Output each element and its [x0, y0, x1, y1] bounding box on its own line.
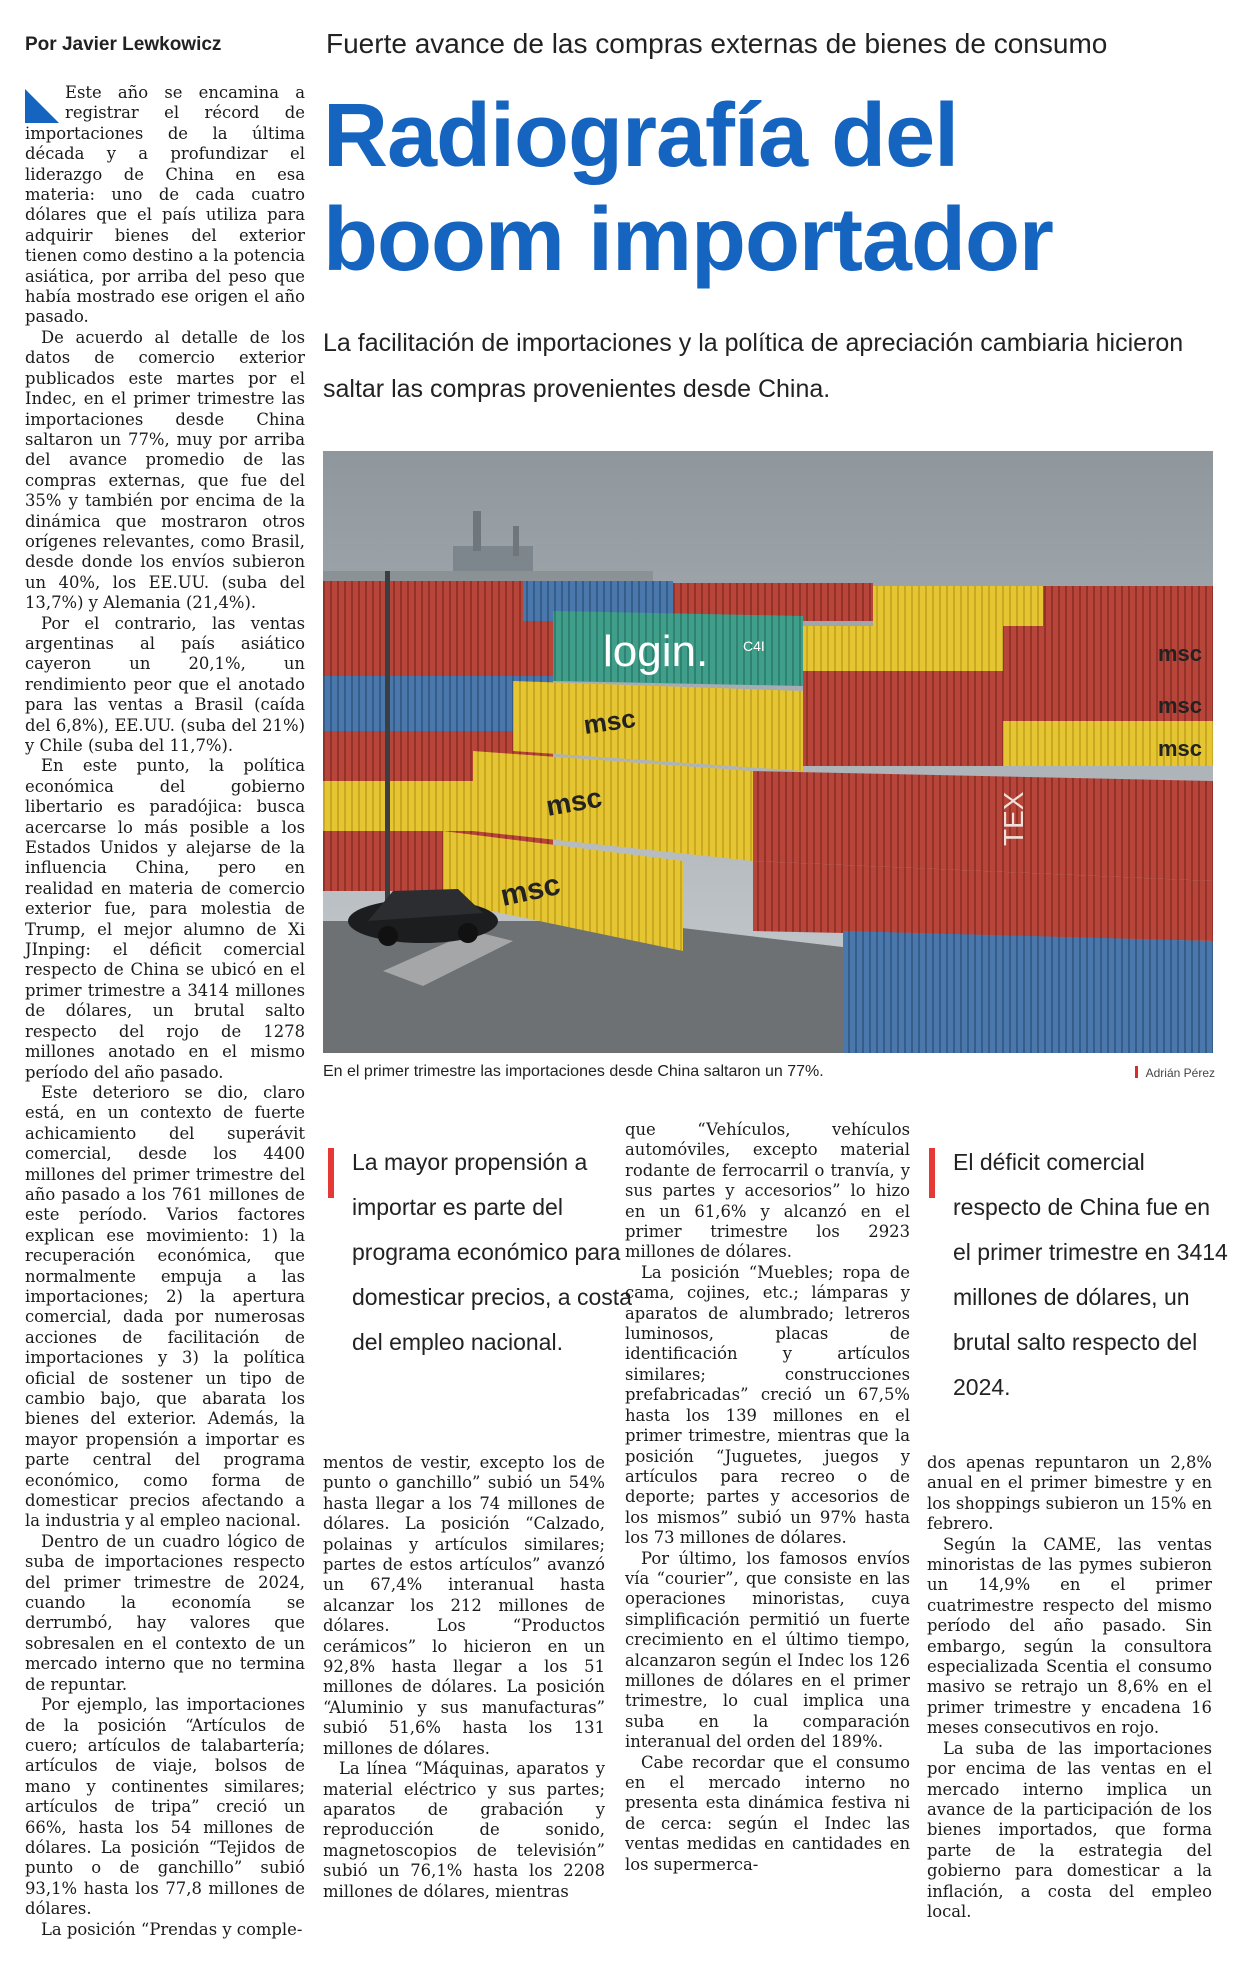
paragraph: La línea “Máquinas, aparatos y material eléctrico y sus partes; aparatos de grabación y reproducción de sonido, magnetoscopios de televisión” subió un 76,1% hasta los 2208 millones de dólares, mientras — [323, 1759, 605, 1901]
pullquote-bar-icon — [328, 1148, 334, 1198]
msc-brand: msc — [1158, 736, 1203, 761]
headline-line-2: boom importador — [323, 190, 1053, 290]
paragraph: La posición “Muebles; ropa de cama, cojines, etc.; lámparas y aparatos de alumbrado; letreros luminosos, placas de identificación y artículos similares; construcciones prefabricadas” creció un 67,5% hasta los 139 millones en el primer trimestre, mientras que la posición “Juguetes, juegos y artículos para recreo o de deporte; partes y accesorios de los mismos” subió un 97% hasta los 73 millones de dólares. — [625, 1262, 910, 1548]
credit-bar-icon — [1135, 1066, 1138, 1078]
paragraph: La suba de las importaciones por encima de las ventas en el mercado interno implica un avance de la participación de los bienes importados, que forma parte de la estrategia del gobierno para domesticar a la inflación, a costa del empleo local. — [927, 1738, 1212, 1921]
containers-illustration — [323, 451, 1213, 1053]
dropcap-triangle-icon — [25, 83, 65, 121]
paragraph: mentos de vestir, excepto los de punto o ganchillo” subió un 54% hasta llegar a los 74 millones de dólares. La posición “Calzado, polainas y artículos similares; partes de estos artículos” avanzó un 67,4% interanual hasta alcanzar los 212 millones de dólares. Los “Productos cerámicos” lo hicieron en un 92,8% hasta llegar a los 51 millones de dólares. La posición “Aluminio y sus manufacturas” subió 51,6% hasta los 131 millones de dólares. — [323, 1453, 605, 1758]
article-column-1 — [25, 83, 305, 1940]
photo-credit — [1135, 1066, 1215, 1080]
paragraph: Según la CAME, las ventas minoristas de las pymes subieron un 14,9% en el primer cuatrimestre respecto del mismo período del año pasado. Sin embargo, según la consultora especializada Scentia el consumo masivo se retrajo un 8,6% en el primer trimestre y encadena 16 meses consecutivos en rojo. — [927, 1534, 1212, 1738]
paragraph: De acuerdo al detalle de los datos de comercio exterior publicados este martes por el Indec, en el primer trimestre las importaciones desde China saltaron un 77%, muy por arriba del avance promedio de las compras externas, que fue del 35% y también por encima de la dinámica que mostraron otros orígenes relevantes, como Brasil, desde donde los envíos subieron un 40%, los EE.UU. (suba del 13,7%) y Alemania (21,4%). — [25, 327, 305, 613]
headline — [323, 84, 1223, 292]
c4i-brand: C4I — [743, 638, 765, 654]
msc-brand: msc — [543, 781, 605, 822]
paragraph: Por último, los famosos envíos vía “courier”, que consiste en las operaciones minoristas, cuya simplificación permitió un fuerte crecimiento en el último tiempo, alcanzaron según el Indec los 126 millones de dólares en el primer trimestre, lo cual implica una suba en la comparación interanual del orden del 189%. — [625, 1548, 910, 1752]
paragraph: Por ejemplo, las importaciones de la posición “Artículos de cuero; artículos de talabartería; artículos de viaje, bolsos de mano y continentes similares; artículos de tripa” creció un 66%, hasta los 54 millones de dólares. La posición “Tejidos de punto o de ganchillo” subió 93,1% hasta los 77,8 millones de dólares. — [25, 1695, 305, 1919]
paragraph: Dentro de un cuadro lógico de suba de importaciones respecto del primer trimestre de 2024, cuando la economía se derrumbó, hay valores que sobresalen en el contexto de un mercado interno que no termina de repuntar. — [25, 1531, 305, 1694]
paragraph: Este año se encamina a registrar el récord de importaciones de la última década y a profundizar el liderazgo de China en esa materia: uno de cada cuatro dólares que el país utiliza para adquirir bienes del exterior tienen como destino a la potencia asiática, por arriba del peso que había mostrado ese origen el año pasado. — [25, 83, 305, 327]
pullquote-1 — [352, 1140, 632, 1365]
pullquote-2 — [953, 1140, 1233, 1410]
msc-brand: msc — [497, 868, 564, 913]
article-column-2 — [323, 1453, 605, 1902]
tex-brand: TEX — [998, 791, 1029, 846]
container-port-photo — [323, 451, 1213, 1053]
paragraph: Por el contrario, las ventas argentinas al país asiático cayeron un 20,1%, un rendimiento peor que el anotado para las ventas a Brasil (caída del 6,8%), EE.UU. (suba del 21%) y Chile (suba del 11,7%). — [25, 613, 305, 755]
msc-brand: msc — [581, 702, 638, 740]
article-column-3 — [625, 1120, 910, 1875]
paragraph: Cabe recordar que el consumo en el mercado interno no presenta esta dinámica festiva ni de cerca: según el Indec las ventas medidas en cantidades en los supermerca- — [625, 1752, 910, 1874]
login-brand: login. — [603, 627, 709, 676]
article-column-4 — [927, 1453, 1212, 1922]
photo-caption: En el primer trimestre las importaciones desde China saltaron un 77%. — [323, 1063, 824, 1080]
pullquote-bar-icon — [929, 1148, 935, 1198]
paragraph: La posición “Prendas y comple- — [41, 1919, 303, 1939]
photo-credit-name: Adrián Pérez — [1145, 1066, 1215, 1080]
pullquote-text: El déficit comercial respecto de China fue en el primer trimestre en 3414 millones de dólares, un brutal salto respecto del 2024. — [953, 1149, 1228, 1400]
byline: Por Javier Lewkowicz — [25, 34, 222, 55]
paragraph: dos apenas repuntaron un 2,8% anual en el primer bimestre y en los shoppings subieron un 15% en febrero. — [927, 1453, 1212, 1534]
subhead: La facilitación de importaciones y la política de apreciación cambiaria hicieron saltar las compras provenientes desde China. — [323, 329, 1184, 403]
headline-line-1: Radiografía del — [323, 86, 959, 186]
paragraph: En este punto, la política económica del gobierno libertario es paradójica: busca acercarse lo más posible a los Estados Unidos y alejarse de la influencia China, pero en realidad en materia de comercio exterior fue, para molestia de Trump, el mejor alumno de Xi JInping: el déficit comercial respecto de China se ubicó en el primer trimestre a 3414 millones de dólares, un brutal salto respecto del rojo de 1278 millones anotado en el mismo período del año pasado. — [25, 756, 305, 1082]
pullquote-text: La mayor propensión a importar es parte del programa económico para domesticar precios, a costa del empleo nacional. — [352, 1149, 632, 1355]
paragraph: Este deterioro se dio, claro está, en un contexto de fuerte achicamiento del superávit comercial, desde los 4400 millones del primer trimestre del año pasado a los 761 millones de este período. Varios factores explican ese movimiento: 1) la recuperación económica, que normalmente empuja a las importaciones; 2) la apertura comercial, dada por numerosas acciones de facilitación de importaciones y 3) la política oficial de sostener un tipo de cambio bajo, que abarata los bienes del exterior. Además, la mayor propensión a importar es parte central del programa económico, como forma de domesticar precios afectando a la industria y al empleo nacional. — [25, 1082, 305, 1531]
msc-brand: msc — [1158, 641, 1203, 666]
paragraph: que “Vehículos, vehículos automóviles, excepto material rodante de ferrocarril o tranvía, y sus partes y accesorios” lo hizo en un 61,6% y alcanzó en el primer trimestre los 2923 millones de dólares. — [625, 1120, 910, 1262]
msc-brand: msc — [1158, 693, 1203, 718]
kicker: Fuerte avance de las compras externas de bienes de consumo — [326, 28, 1108, 59]
